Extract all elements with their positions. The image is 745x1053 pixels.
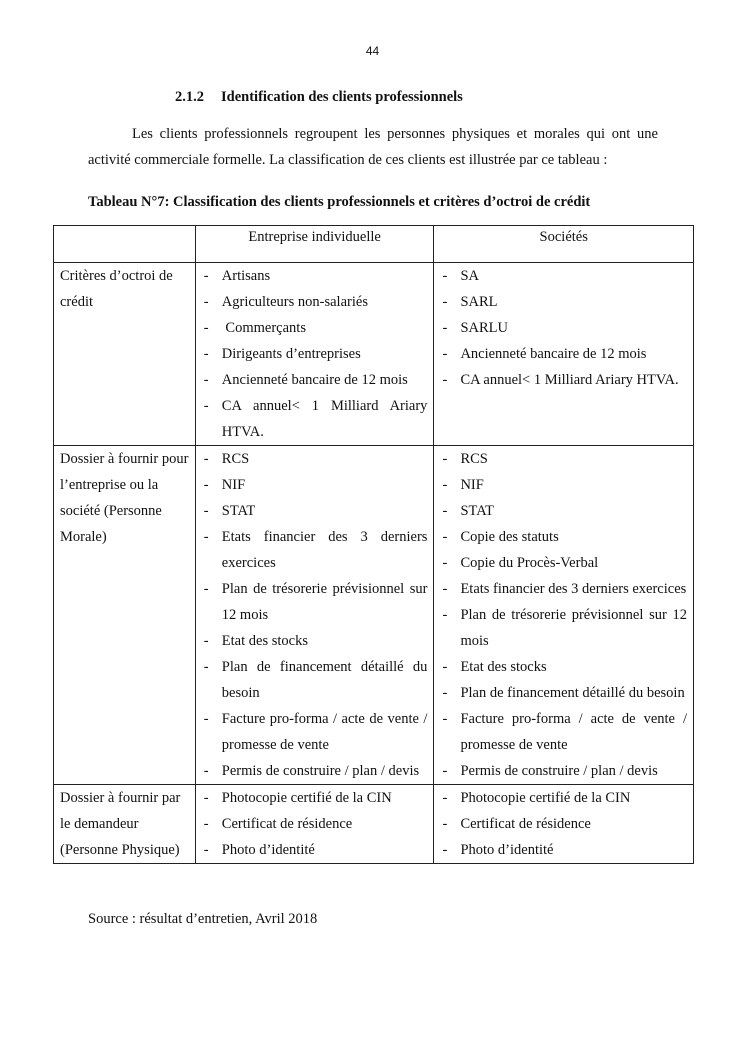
- table-source: Source : résultat d’entretien, Avril 2018: [88, 911, 318, 927]
- table-caption: Tableau N°7: Classification des clients professionnels et critères d’octroi de crédit: [88, 194, 591, 210]
- criterion-cell: Dossier à fournir par le demandeur (Personne Physique): [54, 785, 196, 864]
- list-item: - Photo d’identité: [440, 837, 687, 863]
- list-item: - Commerçants: [202, 315, 428, 341]
- criterion-cell: Dossier à fournir pour l’entreprise ou la société (Personne Morale): [54, 446, 196, 785]
- header-societes: Sociétés: [434, 226, 694, 263]
- table-row-criteres: [54, 263, 694, 446]
- list-item: - STAT: [440, 498, 687, 524]
- list-item: - CA annuel< 1 Milliard Ariary HTVA.: [202, 393, 428, 445]
- table-row-personne-morale: [54, 446, 694, 785]
- list-item: - Certificat de résidence: [202, 811, 428, 837]
- entreprise-cell: [195, 785, 434, 864]
- list-item: - Artisans: [202, 263, 428, 289]
- list-item: - Plan de trésorerie prévisionnel sur 12 mois: [440, 602, 687, 654]
- entreprise-cell: [195, 446, 434, 785]
- header-empty: [54, 226, 196, 263]
- societes-cell: [434, 263, 694, 446]
- list-item: - Photo d’identité: [202, 837, 428, 863]
- section-heading: [175, 89, 463, 106]
- societes-cell: [434, 446, 694, 785]
- page-number: 44: [365, 44, 380, 58]
- list-item: - Photocopie certifié de la CIN: [202, 785, 428, 811]
- list-item: - Etats financier des 3 derniers exercices: [202, 524, 428, 576]
- list-item: - Copie du Procès-Verbal: [440, 550, 687, 576]
- section-title: Identification des clients professionnels: [221, 89, 463, 105]
- list-item: - Etat des stocks: [202, 628, 428, 654]
- list-item: - Ancienneté bancaire de 12 mois: [440, 341, 687, 367]
- list-item: - Photocopie certifié de la CIN: [440, 785, 687, 811]
- list-item: - Etat des stocks: [440, 654, 687, 680]
- list-item: - Facture pro-forma / acte de vente / promesse de vente: [440, 706, 687, 758]
- list-item: - Copie des statuts: [440, 524, 687, 550]
- list-item: - RCS: [202, 446, 428, 472]
- list-item: - Plan de financement détaillé du besoin: [202, 654, 428, 706]
- list-item: - Permis de construire / plan / devis: [202, 758, 428, 784]
- list-item: - STAT: [202, 498, 428, 524]
- list-item: - Plan de financement détaillé du besoin: [440, 680, 687, 706]
- entreprise-cell: [195, 263, 434, 446]
- list-item: - SARL: [440, 289, 687, 315]
- list-item: - Facture pro-forma / acte de vente / promesse de vente: [202, 706, 428, 758]
- list-item: - Permis de construire / plan / devis: [440, 758, 687, 784]
- list-item: - Agriculteurs non-salariés: [202, 289, 428, 315]
- list-item: - NIF: [202, 472, 428, 498]
- list-item: - RCS: [440, 446, 687, 472]
- list-item: - SA: [440, 263, 687, 289]
- list-item: - NIF: [440, 472, 687, 498]
- table-header-row: [54, 226, 694, 263]
- list-item: - CA annuel< 1 Milliard Ariary HTVA.: [440, 367, 687, 393]
- table-row-personne-physique: [54, 785, 694, 864]
- list-item: - Dirigeants d’entreprises: [202, 341, 428, 367]
- societes-cell: [434, 785, 694, 864]
- list-item: - Ancienneté bancaire de 12 mois: [202, 367, 428, 393]
- intro-paragraph: Les clients professionnels regroupent les personnes physiques et morales qui ont une activité commerciale formelle. La classification de ces clients est illustrée par ce tableau :: [88, 126, 658, 168]
- list-item: - Certificat de résidence: [440, 811, 687, 837]
- header-entreprise: Entreprise individuelle: [195, 226, 434, 263]
- section-number: 2.1.2: [175, 89, 204, 105]
- classification-table: [53, 225, 694, 864]
- criterion-cell: Critères d’octroi de crédit: [54, 263, 196, 446]
- list-item: - Plan de trésorerie prévisionnel sur 12 mois: [202, 576, 428, 628]
- list-item: - SARLU: [440, 315, 687, 341]
- list-item: - Etats financier des 3 derniers exercices: [440, 576, 687, 602]
